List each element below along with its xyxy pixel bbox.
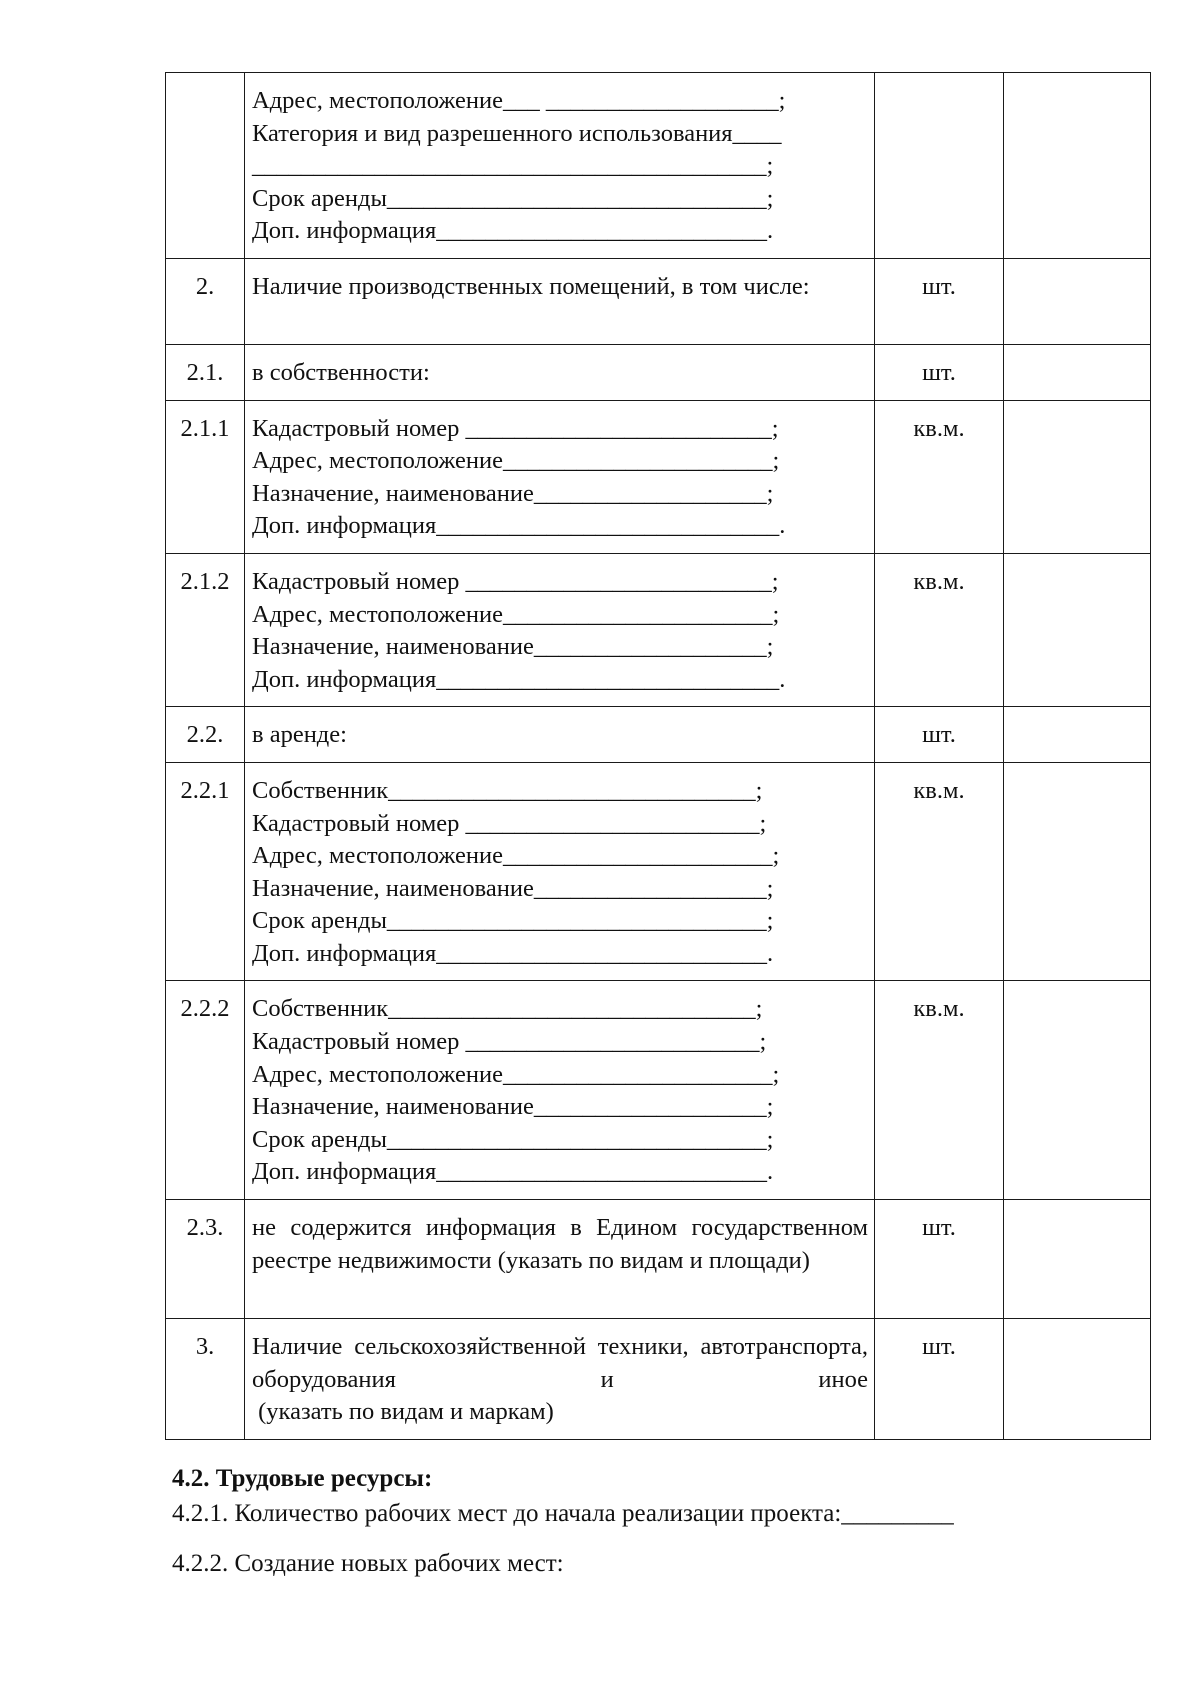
row-number: 2.2.2 bbox=[166, 981, 245, 1200]
row-number: 2.1.1 bbox=[166, 400, 245, 553]
description-line: Доп. информация___________________________. bbox=[252, 939, 774, 967]
row-unit: кв.м. bbox=[875, 400, 1004, 553]
description-line: Назначение, наименование___________________; bbox=[252, 874, 774, 902]
table-row bbox=[166, 258, 1151, 344]
row-unit: кв.м. bbox=[875, 981, 1004, 1200]
row-description bbox=[245, 1200, 875, 1319]
description-line: Доп. информация___________________________. bbox=[252, 217, 774, 245]
row-number: 3. bbox=[166, 1319, 245, 1440]
description-line: Адрес, местоположение______________________; bbox=[252, 842, 780, 870]
row-unit: шт. bbox=[875, 258, 1004, 344]
description-line: Кадастровый номер ________________________; bbox=[252, 1028, 767, 1056]
row-unit: шт. bbox=[875, 344, 1004, 400]
row-unit: шт. bbox=[875, 707, 1004, 763]
row-value-cell[interactable] bbox=[1004, 400, 1151, 553]
description-line: в собственности: bbox=[252, 358, 430, 386]
row-value-cell[interactable] bbox=[1004, 553, 1151, 706]
description-line: Кадастровый номер _________________________; bbox=[252, 414, 779, 442]
section-heading: 4.2. Трудовые ресурсы: bbox=[172, 1465, 433, 1492]
row-number: 2.2. bbox=[166, 707, 245, 763]
description-line: Доп. информация___________________________. bbox=[252, 1158, 774, 1186]
description-line: Собственник______________________________; bbox=[252, 995, 763, 1023]
description-line: Адрес, местоположение______________________; bbox=[252, 1060, 780, 1088]
row-description bbox=[245, 258, 875, 344]
description-line: в аренде: bbox=[252, 721, 347, 749]
row-value-cell[interactable] bbox=[1004, 981, 1151, 1200]
description-note: (указать по видам и маркам) bbox=[252, 1398, 554, 1426]
table-row bbox=[166, 344, 1151, 400]
description-line: Адрес, местоположение______________________; bbox=[252, 600, 780, 628]
row-description bbox=[245, 707, 875, 763]
row-unit bbox=[875, 73, 1004, 259]
description-line: Срок аренды_______________________________; bbox=[252, 184, 774, 212]
row-value-cell[interactable] bbox=[1004, 344, 1151, 400]
row-value-cell[interactable] bbox=[1004, 1200, 1151, 1319]
description-line: Срок аренды_______________________________; bbox=[252, 907, 774, 935]
description-line: Срок аренды_______________________________; bbox=[252, 1125, 774, 1153]
table-row bbox=[166, 1319, 1151, 1440]
description-line: Адрес, местоположение___ ___________________; bbox=[252, 87, 786, 114]
new-jobs-line: 4.2.2. Создание новых рабочих мест: bbox=[172, 1550, 564, 1577]
table-row bbox=[166, 981, 1151, 1200]
table-row bbox=[166, 707, 1151, 763]
row-number: 2.1.2 bbox=[166, 553, 245, 706]
row-description bbox=[245, 762, 875, 981]
description-line: Назначение, наименование___________________; bbox=[252, 1093, 774, 1121]
row-description bbox=[245, 73, 875, 259]
description-line: Категория и вид разрешенного использования____ bbox=[252, 119, 782, 147]
description-line: Доп. информация____________________________. bbox=[252, 665, 786, 693]
resources-table bbox=[165, 72, 1151, 1440]
row-number bbox=[166, 73, 245, 259]
table-row bbox=[166, 1200, 1151, 1319]
description-line: Кадастровый номер ________________________; bbox=[252, 809, 767, 837]
description-text: Наличие производственных помещений, в том числе: bbox=[252, 272, 810, 300]
row-unit: шт. bbox=[875, 1319, 1004, 1440]
description-text: Наличие сельскохозяйственной техники, автотранспорта, оборудования и иное bbox=[252, 1333, 868, 1393]
row-number: 2.2.1 bbox=[166, 762, 245, 981]
table-row bbox=[166, 73, 1151, 259]
row-value-cell[interactable] bbox=[1004, 73, 1151, 259]
row-description bbox=[245, 1319, 875, 1440]
row-description bbox=[245, 981, 875, 1200]
row-unit: кв.м. bbox=[875, 762, 1004, 981]
description-line: Назначение, наименование___________________; bbox=[252, 479, 774, 507]
row-unit: кв.м. bbox=[875, 553, 1004, 706]
table-row bbox=[166, 400, 1151, 553]
description-line: Собственник______________________________; bbox=[252, 776, 763, 804]
jobs-before-project-line: 4.2.1. Количество рабочих мест до начала реализации проекта:_________ bbox=[172, 1500, 954, 1527]
row-value-cell[interactable] bbox=[1004, 258, 1151, 344]
table-row bbox=[166, 762, 1151, 981]
row-number: 2.3. bbox=[166, 1200, 245, 1319]
description-line: Назначение, наименование___________________; bbox=[252, 633, 774, 661]
row-unit: шт. bbox=[875, 1200, 1004, 1319]
description-line: Адрес, местоположение______________________; bbox=[252, 447, 780, 475]
row-description bbox=[245, 344, 875, 400]
table-row bbox=[166, 553, 1151, 706]
row-value-cell[interactable] bbox=[1004, 762, 1151, 981]
description-line: Кадастровый номер _________________________; bbox=[252, 567, 779, 595]
description-text: не содержится информация в Едином государственном реестре недвижимости (указать по видам и площади) bbox=[252, 1214, 868, 1274]
description-line: __________________________________________; bbox=[252, 152, 774, 180]
row-number: 2.1. bbox=[166, 344, 245, 400]
row-description bbox=[245, 400, 875, 553]
row-value-cell[interactable] bbox=[1004, 1319, 1151, 1440]
row-description bbox=[245, 553, 875, 706]
row-number: 2. bbox=[166, 258, 245, 344]
description-line: Доп. информация____________________________. bbox=[252, 512, 786, 540]
row-value-cell[interactable] bbox=[1004, 707, 1151, 763]
resources-table-body bbox=[166, 73, 1151, 1440]
